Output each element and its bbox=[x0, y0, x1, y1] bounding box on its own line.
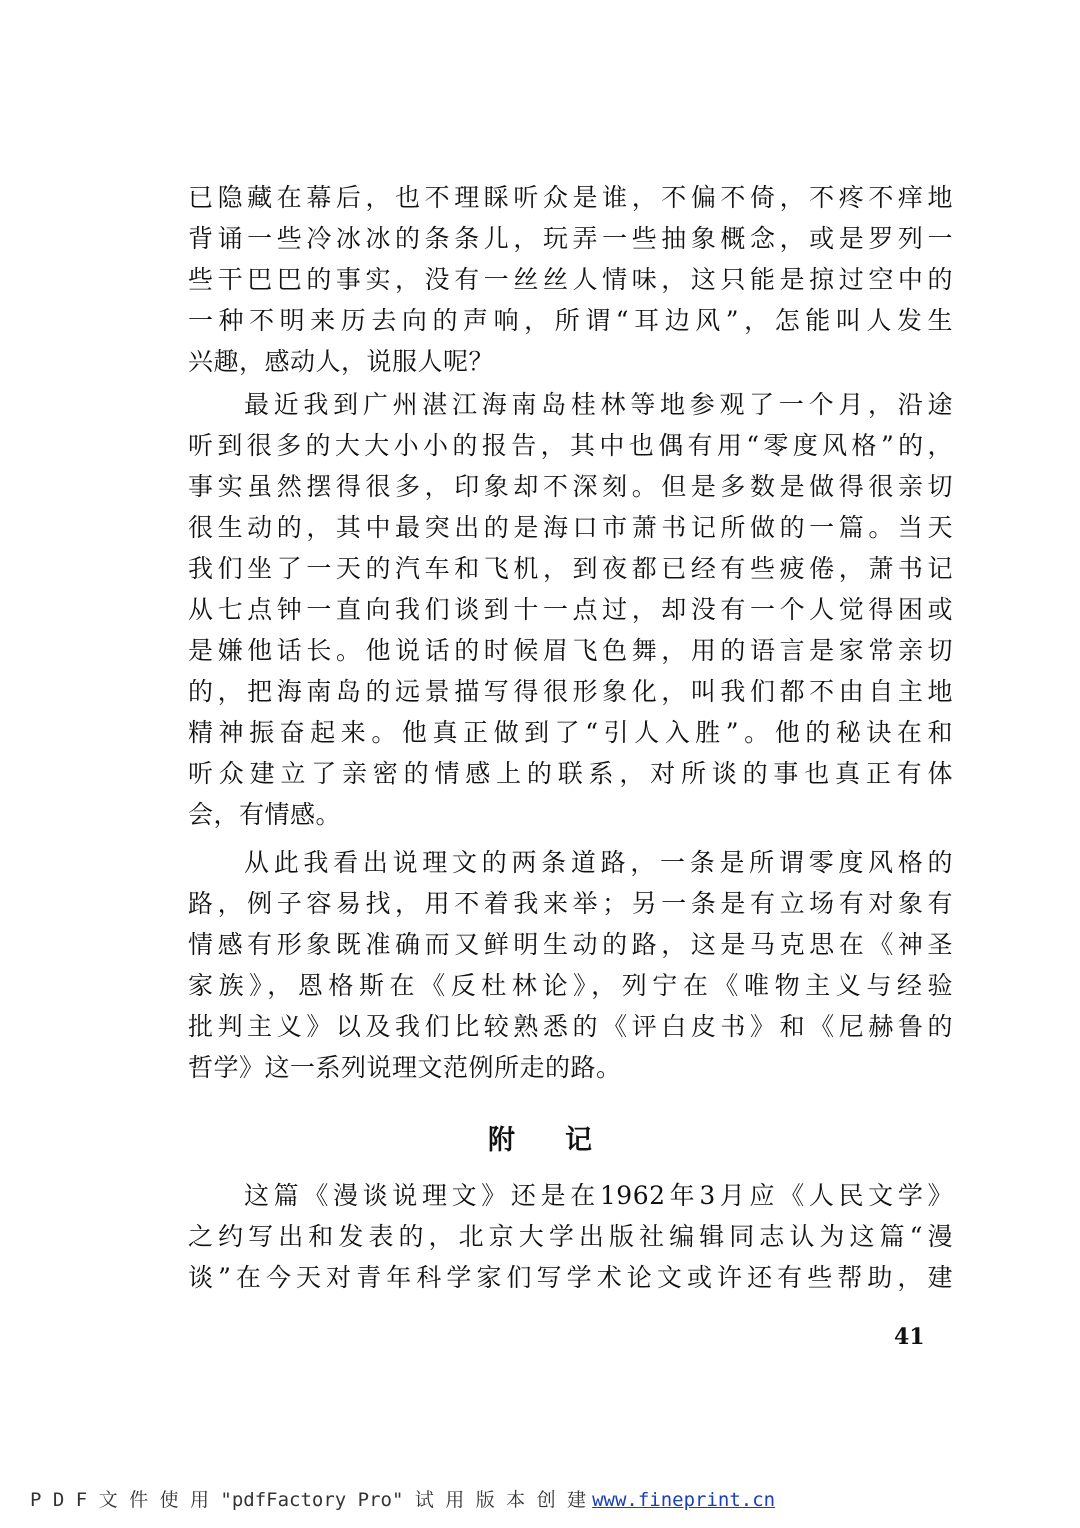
text-line: 事实虽然摆得很多，印象却不深刻。但是多数是做得很亲切 bbox=[188, 472, 953, 501]
footer-text: P D F 文 件 使 用 "pdfFactory Pro" 试 用 版 本 创 建 bbox=[30, 1489, 587, 1511]
text-line: 我们坐了一天的汽车和飞机，到夜都已经有些疲倦，萧书记 bbox=[188, 554, 953, 583]
text-line: 背诵一些冷冰冰的条条儿，玩弄一些抽象概念，或是罗列一 bbox=[188, 224, 953, 253]
text-line: 从此我看出说理文的两条道路，一条是所谓零度风格的 bbox=[244, 848, 953, 877]
page-number: 41 bbox=[894, 1324, 925, 1350]
text-line: 已隐藏在幕后，也不理睬听众是谁，不偏不倚，不疼不痒地 bbox=[188, 183, 953, 212]
text-line: 一种不明来历去向的声响，所谓“耳边风”，怎能叫人发生 bbox=[188, 306, 953, 335]
text-line: 这篇《漫谈说理文》还是在1962年3月应《人民文学》 bbox=[244, 1181, 953, 1210]
text-line: 情感有形象既准确而又鲜明生动的路，这是马克思在《神圣 bbox=[188, 930, 953, 959]
text-line: 路，例子容易找，用不着我来举；另一条是有立场有对象有 bbox=[188, 889, 953, 918]
text-line: 听众建立了亲密的情感上的联系，对所谈的事也真正有体 bbox=[188, 759, 953, 788]
text-line: 谈”在今天对青年科学家们写学术论文或许还有些帮助，建 bbox=[188, 1263, 953, 1292]
text-line: 从七点钟一直向我们谈到十一点过，却没有一个人觉得困或 bbox=[188, 595, 953, 624]
text-line: 家族》，恩格斯在《反杜林论》，列宁在《唯物主义与经验 bbox=[188, 971, 953, 1000]
paragraph-3 bbox=[188, 842, 953, 1088]
footer-link[interactable]: www.fineprint.cn bbox=[592, 1489, 776, 1511]
text-line: 会，有情感。 bbox=[188, 800, 342, 829]
text-line: 听到很多的大大小小的报告，其中也偶有用“零度风格”的， bbox=[188, 431, 953, 460]
appendix-heading: 附记 bbox=[488, 1125, 642, 1156]
text-line: 批判主义》以及我们比较熟悉的《评白皮书》和《尼赫鲁的 bbox=[188, 1012, 953, 1041]
text-line: 的，把海南岛的远景描写得很形象化，叫我们都不由自主地 bbox=[188, 677, 953, 706]
text-line: 之约写出和发表的，北京大学出版社编辑同志认为这篇“漫 bbox=[188, 1222, 953, 1251]
appendix-paragraph bbox=[188, 1175, 953, 1298]
paragraph-2 bbox=[188, 384, 953, 835]
paragraph-1 bbox=[188, 177, 953, 382]
pdf-footer bbox=[30, 1486, 1050, 1514]
text-line: 哲学》这一系列说理文范例所走的路。 bbox=[188, 1053, 622, 1082]
text-line: 精神振奋起来。他真正做到了“引人入胜”。他的秘诀在和 bbox=[188, 718, 953, 747]
text-line: 些干巴巴的事实，没有一丝丝人情味，这只能是掠过空中的 bbox=[188, 265, 953, 294]
text-line: 最近我到广州湛江海南岛桂林等地参观了一个月，沿途 bbox=[244, 390, 953, 419]
text-line: 是嫌他话长。他说话的时候眉飞色舞，用的语言是家常亲切 bbox=[188, 636, 953, 665]
text-line: 很生动的，其中最突出的是海口市萧书记所做的一篇。当天 bbox=[188, 513, 953, 542]
text-line: 兴趣，感动人，说服人呢？ bbox=[188, 347, 495, 376]
